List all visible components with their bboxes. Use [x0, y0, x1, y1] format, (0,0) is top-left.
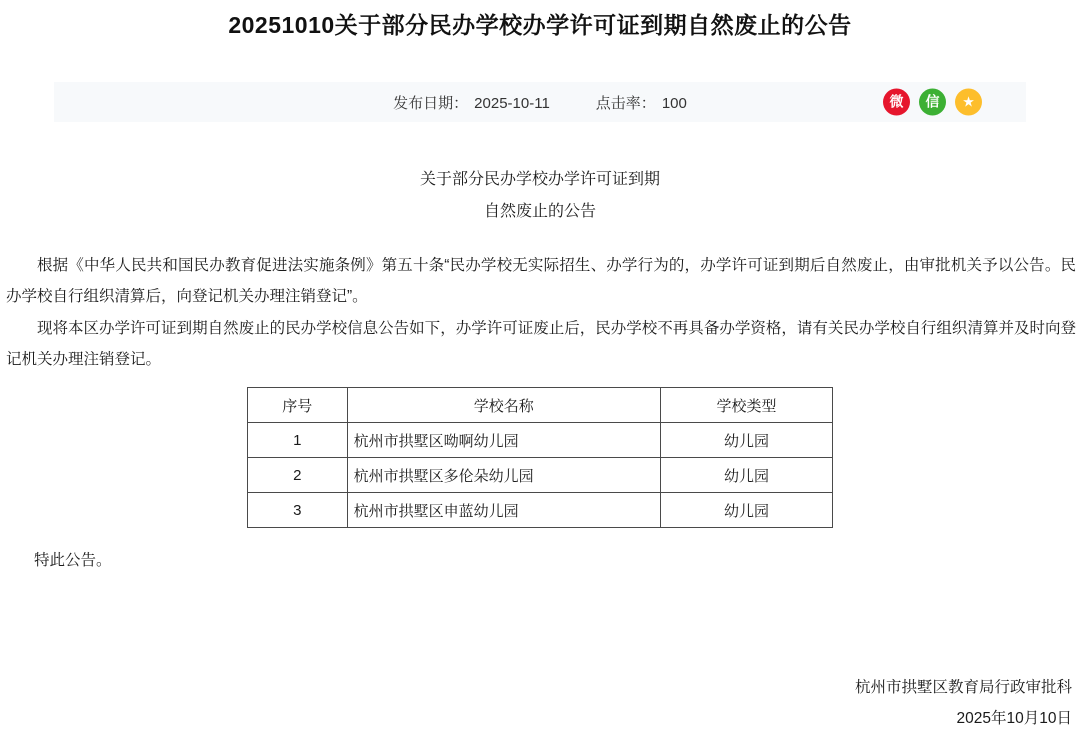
row-2-index: 2 [248, 458, 348, 493]
signature-block [0, 672, 1080, 734]
paragraph-2: 现将本区办学许可证到期自然废止的民办学校信息公告如下，办学许可证废止后，民办学校不再具备办学资格，请有关民办学校自行组织清算并及时向登记机关办理注销登记。 [6, 320, 1076, 368]
school-table-wrapper [0, 387, 1080, 528]
meta-info [54, 92, 1026, 113]
table-header-school-name: 学校名称 [347, 388, 660, 423]
paragraph-1: 根据《中华人民共和国民办教育促进法实施条例》第五十条“民办学校无实际招生、办学行为的，办学许可证到期后自然废止，由审批机关予以公告。民办学校自行组织清算后，向登记机关办理注销登记”。 [6, 257, 1076, 305]
row-1-school-type: 幼儿园 [660, 423, 832, 458]
hit-count-value: 100 [661, 94, 687, 112]
table-header-row [248, 388, 833, 423]
publish-date-label: 发布日期： [393, 94, 469, 112]
row-1-school-name: 杭州市拱墅区呦啊幼儿园 [347, 423, 660, 458]
row-3-school-type: 幼儿园 [660, 493, 832, 528]
row-2-school-type: 幼儿园 [660, 458, 832, 493]
document-subtitle [0, 164, 1080, 228]
weibo-icon-glyph: 微 [889, 93, 904, 109]
wechat-icon-glyph: 信 [925, 93, 940, 109]
hit-count-label: 点击率： [595, 94, 656, 112]
subtitle-line-1: 关于部分民办学校办学许可证到期 [419, 171, 660, 188]
table-header-school-type: 学校类型 [660, 388, 832, 423]
meta-bar [54, 82, 1026, 122]
row-2-school-name: 杭州市拱墅区多伦朵幼儿园 [347, 458, 660, 493]
qzone-icon-glyph: ★ [962, 93, 975, 109]
signature-organization: 杭州市拱墅区教育局行政审批科 [854, 679, 1072, 696]
page-title: 20251010关于部分民办学校办学许可证到期自然废止的公告 [228, 12, 852, 38]
body-content [0, 250, 1080, 375]
publish-date [393, 92, 550, 113]
row-3-school-name: 杭州市拱墅区申蓝幼儿园 [347, 493, 660, 528]
qzone-icon[interactable] [955, 89, 982, 116]
weibo-icon[interactable] [883, 89, 910, 116]
table-row [248, 493, 833, 528]
publish-date-value: 2025-10-11 [474, 94, 550, 112]
hit-count [596, 92, 687, 113]
table-row [248, 423, 833, 458]
signature-date: 2025年10月10日 [956, 710, 1072, 727]
table-header-index: 序号 [248, 388, 348, 423]
row-3-index: 3 [248, 493, 348, 528]
closing-statement: 特此公告。 [34, 552, 112, 569]
school-table [247, 387, 833, 528]
table-row [248, 458, 833, 493]
row-1-index: 1 [248, 423, 348, 458]
wechat-icon[interactable] [919, 89, 946, 116]
subtitle-line-2: 自然废止的公告 [483, 203, 596, 220]
share-buttons [883, 89, 982, 116]
